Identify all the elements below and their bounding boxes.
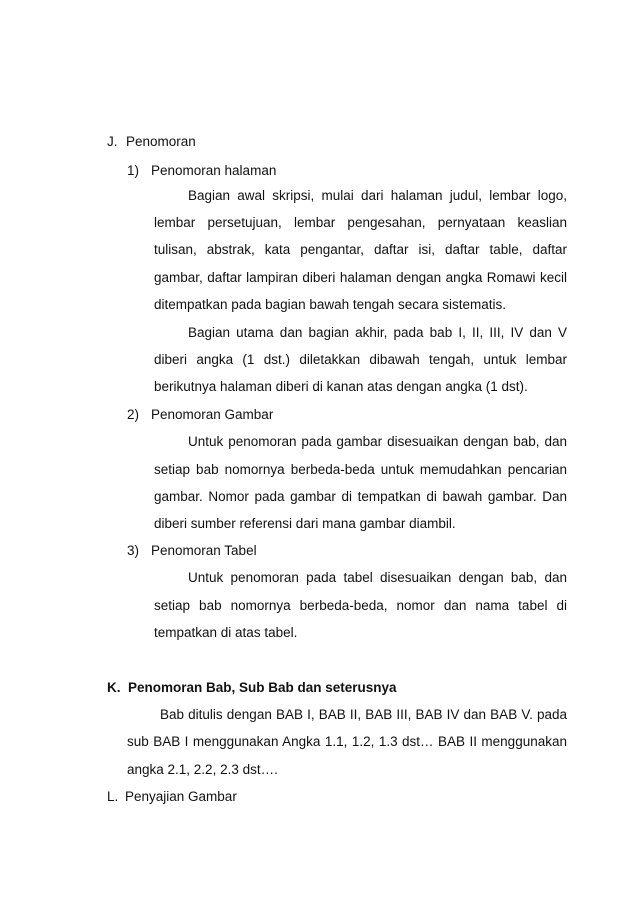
sub3-p1-line: tempatkan di atas tabel. <box>154 625 298 640</box>
section-k-p1-line: Bab ditulis dengan BAB I, BAB II, BAB III, BAB IV dan BAB V. pada <box>160 707 567 722</box>
section-l-title: Penyajian Gambar <box>125 789 237 804</box>
sub1-p1-line: lembar persetujuan, lembar pengesahan, pernyataan keaslian <box>154 215 567 230</box>
section-k-marker: K. <box>107 680 121 695</box>
sub1-title: Penomoran halaman <box>151 163 277 178</box>
section-k-title: Penomoran Bab, Sub Bab dan seterusnya <box>128 680 397 695</box>
sub1-p2-line: berikutnya halaman diberi di kanan atas dengan angka (1 dst). <box>154 379 528 394</box>
sub1-p1-line: gambar, daftar lampiran diberi halaman dengan angka Romawi kecil <box>154 270 567 285</box>
sub2-p1-line: gambar. Nomor pada gambar di tempatkan di bawah gambar. Dan <box>154 489 567 504</box>
sub2-title: Penomoran Gambar <box>151 407 274 422</box>
sub3-p1-line: setiap bab nomornya berbeda-beda, nomor dan nama tabel di <box>154 598 567 613</box>
sub2-p1-line: Untuk penomoran pada gambar disesuaikan dengan bab, dan <box>188 434 567 449</box>
sub2-p1-line: diberi sumber referensi dari mana gambar diambil. <box>154 516 456 531</box>
sub2-marker: 2) <box>127 407 140 422</box>
sub3-p1-line: Untuk penomoran pada tabel disesuaikan dengan bab, dan <box>188 570 567 585</box>
sub3-marker: 3) <box>127 543 140 558</box>
sub3-title: Penomoran Tabel <box>151 543 257 558</box>
section-j-marker: J. <box>107 134 118 149</box>
section-k-p1-line: angka 2.1, 2.2, 2.3 dst…. <box>127 762 278 777</box>
sub1-p1-line: ditempatkan pada bagian bawah tengah secara sistematis. <box>154 297 506 312</box>
section-j-title: Penomoran <box>126 134 196 149</box>
sub2-p1-line: setiap bab nomornya berbeda-beda untuk memudahkan pencarian <box>154 462 567 477</box>
section-k-p1-line: sub BAB I menggunakan Angka 1.1, 1.2, 1.3 dst… BAB II menggunakan <box>127 734 567 749</box>
sub1-p1-line: Bagian awal skripsi, mulai dari halaman judul, lembar logo, <box>188 188 567 203</box>
sub1-marker: 1) <box>127 163 140 178</box>
sub1-p2-line: diberi angka (1 dst.) diletakkan dibawah tengah, untuk lembar <box>154 352 567 367</box>
section-l-marker: L. <box>107 789 119 804</box>
sub1-p2-line: Bagian utama dan bagian akhir, pada bab I, II, III, IV dan V <box>188 325 567 340</box>
sub1-p1-line: tulisan, abstrak, kata pengantar, daftar isi, daftar table, daftar <box>154 242 567 257</box>
